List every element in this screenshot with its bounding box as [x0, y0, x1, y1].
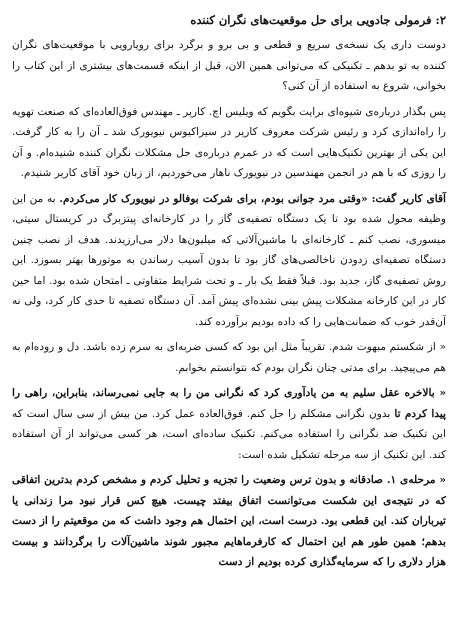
paragraph-step-one: « مرحله‌ی ۱. صادقانه و بدون ترس وضعیت را تجزیه و تحلیل کردم و مشخص کردم بدترین اتفاقی که در نتیجه‌ی این شکست می‌توانست اتفاق بیفتد چیست. هیچ کس قرار نبود مرا زندانی یا تیرباران کند. این قطعی بود. درست است، این احتمال هم وجود داشت که من موقعیتم را از دست بدهم؛ همین طور هم این احتمال که کارفرماهایم مجبور شوند ماشین‌آلات را برگردانند و بیست هزار دلاری را که سرمایه‌گذاری کرده بودیم از دست [12, 474, 447, 568]
paragraph-common-sense-lead: « بالاخره عقل سلیم به من یادآوری کرد که نگرانی من را به جایی نمی‌رساند، بنابراین، راهی را پیدا کردم تا [12, 387, 446, 420]
paragraph-shock: « از شکستم مبهوت شدم. تقریباً مثل این بود که کسی ضربه‌ای به سرم زده باشد. دل و روده‌ام به هم می‌پیچید. برای مدتی چنان نگران بودم که نتوانستم بخوابم. [12, 341, 446, 374]
paragraph-common-sense-body: بدون نگرانی مشکلم را حل کنم. فوق‌العاده عمل کرد. من بیش از سی سال است که این تکنیک ضد نگرانی را استفاده می‌کنم. تکنیک ساده‌ای است، هر کسی می‌تواند از آن استفاده کند. این تکنیک از سه مرحله تشکیل شده است: [12, 407, 446, 461]
paragraph-intro: دوست داری یک نسخه‌ی سریع و قطعی و بی برو و برگرد برای رویارویی با موقعیت‌های نگران کننده به تو بدهم ـ تکنیکی که می‌توانی همین الان، قبل از اینکه قسمت‌های بیشتری از این کتاب را بخوانی، شروع به استفاده از آن کنی؟ [12, 39, 446, 92]
paragraph-carrier-story [12, 189, 446, 333]
paragraph-common-sense [12, 383, 446, 465]
paragraph-carrier-story-lead: آقای کاریر گفت: «وقتی مرد جوانی بودم، برای شرکت بوفالو در نیویورک کار می‌کردم. [59, 192, 446, 205]
paragraph-carrier-story-body: به من این وظیفه محول شده بود تا یک دستگاه تصفیه‌ی گاز را در کارخانه‌ای پیتزبرگ در کریستال سیتی، میسوری، نصب کنم ـ کارخانه‌ای با ماشین‌آلاتی که میلیون‌ها دلار می‌ارزیدند. هدف از نصب چنین دستگاه تصفیه‌ای زدودن ناخالصی‌های گاز بود تا بدون آسیب رساندن به موتورها بهتر بسوزد. این روش تصفیه‌ی گاز، جدید بود. قبلاً فقط یک بار ـ و تحت شرایط متفاوتی ـ امتحان شده بود. اما حین کار در این کارخانه مشکلات پیش بینی نشده‌ای پیش آمد. آن دستگاه تصفیه تا حدی کار کرد، ولی نه آن‌قدر خوب که ضمانت‌هایی را که داده بودیم برآورده کند. [12, 192, 446, 328]
section-heading: ۲: فرمولی جادویی برای حل موقعیت‌های نگران کننده [190, 13, 446, 27]
paragraph-background: پس بگذار درباره‌ی شیوه‌ای برایت بگویم که ویلیس اچ. کاریر ـ مهندس فوق‌العاده‌ای که صنعت تهویه را راه‌اندازی کرد و رئیس شرکت معروف کاریر در سیراکیوس نیویورک شد ـ آن را به کار گرفت. این یکی از بهترین تکنیک‌هایی است که در عمرم درباره‌ی حل مشکلات نگران کننده شنیده‌ام. و آن را روزی که با هم در انجمن مهندسین در نیویورک ناهار می‌خوردیم، از زبان خود آقای کاریر شنیدم. [12, 105, 446, 179]
